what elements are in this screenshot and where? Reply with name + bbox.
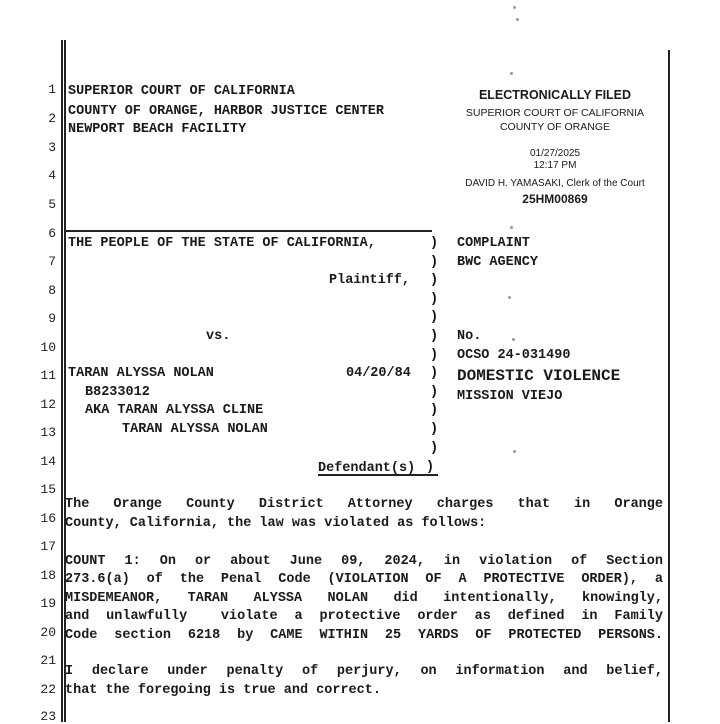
line-number: 21 (40, 653, 56, 668)
scan-speck (513, 450, 516, 453)
case-type: DOMESTIC VIOLENCE (457, 367, 621, 385)
line-number: 4 (48, 168, 56, 183)
line-number: 16 (40, 511, 56, 526)
defendant-label: Defendant(s) (318, 461, 416, 476)
caption-paren: ) (430, 273, 439, 288)
scan-speck (512, 338, 515, 341)
charge-line: The Orange County District Attorney charges that in Orange (65, 497, 663, 512)
filing-stamp-case-number: 25HM00869 (522, 192, 588, 206)
caption-paren: ) (430, 385, 439, 400)
caption-paren: ) (430, 403, 439, 418)
count-line: COUNT 1: On or about June 09, 2024, in violation of Section (65, 554, 663, 569)
line-number: 15 (40, 482, 56, 497)
count-line: MISDEMEANOR, TARAN ALYSSA NOLAN did intentionally, knowingly, (65, 591, 663, 606)
caption-paren: ) (426, 460, 435, 475)
line-number: 9 (48, 311, 56, 326)
defendant-name: TARAN ALYSSA NOLAN (68, 366, 214, 381)
count-line: Code section 6218 by CAME WITHIN 25 YARDS OF PROTECTED PERSONS. (65, 628, 663, 643)
line-number: 22 (40, 682, 56, 697)
line-number: 6 (48, 226, 56, 241)
scan-speck (508, 296, 511, 299)
line-number: 11 (40, 368, 56, 383)
defendant-dob: 04/20/84 (346, 366, 411, 381)
aka-name-1: AKA TARAN ALYSSA CLINE (85, 403, 264, 418)
caption-paren: ) (430, 329, 439, 344)
caption-paren: ) (430, 255, 439, 270)
agency: BWC AGENCY (457, 255, 539, 270)
number-label: No. (457, 329, 482, 344)
line-number: 13 (40, 425, 56, 440)
court-county: COUNTY OF ORANGE, HARBOR JUSTICE CENTER (68, 104, 384, 119)
declaration-line: I declare under penalty of perjury, on information and belief, (65, 664, 663, 679)
location: MISSION VIEJO (457, 389, 563, 404)
filing-stamp-county: COUNTY OF ORANGE (499, 121, 611, 133)
line-number: 12 (40, 397, 56, 412)
line-number: 8 (48, 283, 56, 298)
filing-stamp-court: SUPERIOR COURT OF CALIFORNIA (465, 107, 645, 119)
filing-stamp-time: 12:17 PM (533, 160, 577, 171)
caption-paren: ) (430, 366, 439, 381)
filing-stamp-date: 01/27/2025 (529, 148, 581, 159)
line-number: 18 (40, 568, 56, 583)
caption-paren: ) (430, 422, 439, 437)
court-name: SUPERIOR COURT OF CALIFORNIA (68, 84, 295, 99)
scan-speck (510, 72, 513, 75)
line-number: 2 (48, 111, 56, 126)
line-number: 7 (48, 254, 56, 269)
scan-speck (513, 6, 516, 9)
filing-stamp-clerk: DAVID H. YAMASAKI, Clerk of the Court (465, 178, 645, 189)
court-facility: NEWPORT BEACH FACILITY (68, 122, 247, 137)
plaintiff-label: Plaintiff, (329, 273, 411, 288)
line-number: 23 (40, 709, 56, 724)
line-number: 10 (40, 340, 56, 355)
booking-number: B8233012 (85, 385, 150, 400)
left-margin-line-outer (61, 40, 63, 722)
caption-paren: ) (430, 348, 439, 363)
line-number: 5 (48, 197, 56, 212)
filing-stamp-title: ELECTRONICALLY FILED (478, 88, 632, 102)
count-line: and unlawfully violate a protective order as defined in Family (65, 609, 663, 624)
line-number: 17 (40, 539, 56, 554)
line-number: 3 (48, 140, 56, 155)
count-line: 273.6(a) of the Penal Code (VIOLATION OF A PROTECTIVE ORDER), a (65, 572, 663, 587)
caption-paren: ) (430, 310, 439, 325)
caption-paren: ) (430, 292, 439, 307)
line-number: 20 (40, 625, 56, 640)
caption-top-rule (66, 230, 432, 232)
plaintiff-name: THE PEOPLE OF THE STATE OF CALIFORNIA, (68, 236, 376, 251)
caption-paren: ) (430, 441, 439, 456)
line-number: 1 (48, 82, 56, 97)
report-number: OCSO 24-031490 (457, 348, 571, 363)
line-number: 14 (40, 454, 56, 469)
versus: vs. (206, 329, 231, 344)
scan-speck (516, 18, 519, 21)
document-type: COMPLAINT (457, 236, 530, 251)
charge-line: County, California, the law was violated as follows: (65, 516, 487, 531)
declaration-line: that the foregoing is true and correct. (65, 683, 381, 698)
caption-paren: ) (430, 236, 439, 251)
scan-speck (510, 226, 513, 229)
line-number: 19 (40, 596, 56, 611)
aka-name-2: TARAN ALYSSA NOLAN (122, 422, 268, 437)
